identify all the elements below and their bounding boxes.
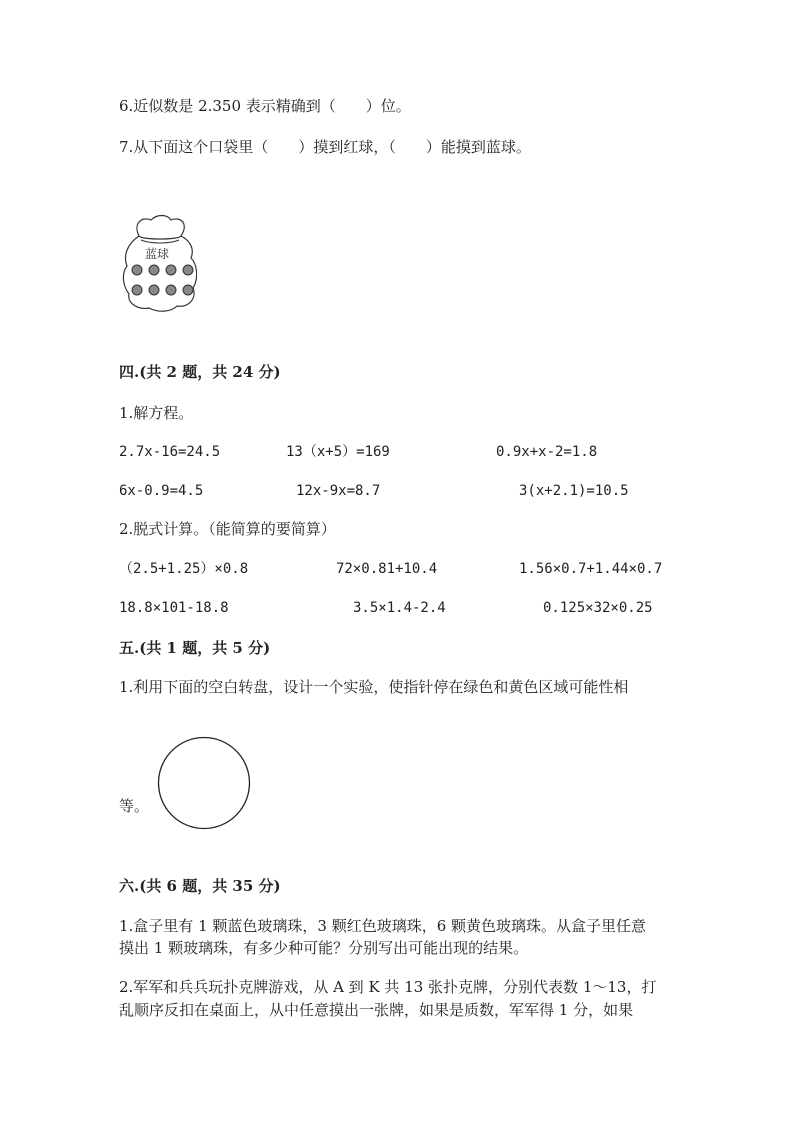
calculation: 0.125×32×0.25 [543,600,653,616]
bag-label: 蓝球 [145,247,170,261]
section-6-q2-line1: 2.军军和兵兵玩扑克牌游戏，从 A 到 K 共 13 张扑克牌，分别代表数 1～13，打 [119,978,657,996]
calculation: （2.5+1.25）×0.8 [119,561,249,577]
equation: 3(x+2.1)=10.5 [519,483,629,499]
ball-bag-illustration [119,214,197,314]
question-7: 7.从下面这个口袋里（ ）摸到红球，（ ）能摸到蓝球。 [119,138,531,156]
section-6-heading: 六.(共 6 题，共 35 分) [119,877,281,895]
calculation: 72×0.81+10.4 [336,561,438,577]
equation: 13（x+5）=169 [286,444,390,460]
section-5-heading: 五.(共 1 题，共 5 分) [119,639,271,657]
section-5-q1-line1: 1.利用下面的空白转盘，设计一个实验，使指针停在绿色和黄色区域可能性相 [119,678,629,696]
calculation: 3.5×1.4-2.4 [353,600,446,616]
calculation: 18.8×101-18.8 [119,600,229,616]
blank-spinner-circle [157,736,251,830]
section-4-q1-title: 1.解方程。 [119,404,194,422]
section-6-q2-line2: 乱顺序反扣在桌面上，从中任意摸出一张牌，如果是质数，军军得 1 分，如果 [119,1001,634,1019]
section-4-q2-title: 2.脱式计算。（能简算的要简算） [119,520,336,538]
question-6: 6.近似数是 2.350 表示精确到（ ）位。 [119,97,411,115]
section-6-q1-line2: 摸出 1 颗玻璃珠，有多少种可能？分别写出可能出现的结果。 [119,939,529,957]
equation: 12x-9x=8.7 [296,483,381,499]
section-4-heading: 四.(共 2 题，共 24 分) [119,363,281,381]
equation: 6x-0.9=4.5 [119,483,204,499]
equation: 0.9x+x-2=1.8 [496,444,598,460]
calculation: 1.56×0.7+1.44×0.7 [519,561,663,577]
section-6-q1-line1: 1.盒子里有 1 颗蓝色玻璃珠，3 颗红色玻璃珠，6 颗黄色玻璃珠。从盒子里任意 [119,917,647,935]
equation: 2.7x-16=24.5 [119,444,221,460]
section-5-q1-line2: 等。 [119,797,150,815]
